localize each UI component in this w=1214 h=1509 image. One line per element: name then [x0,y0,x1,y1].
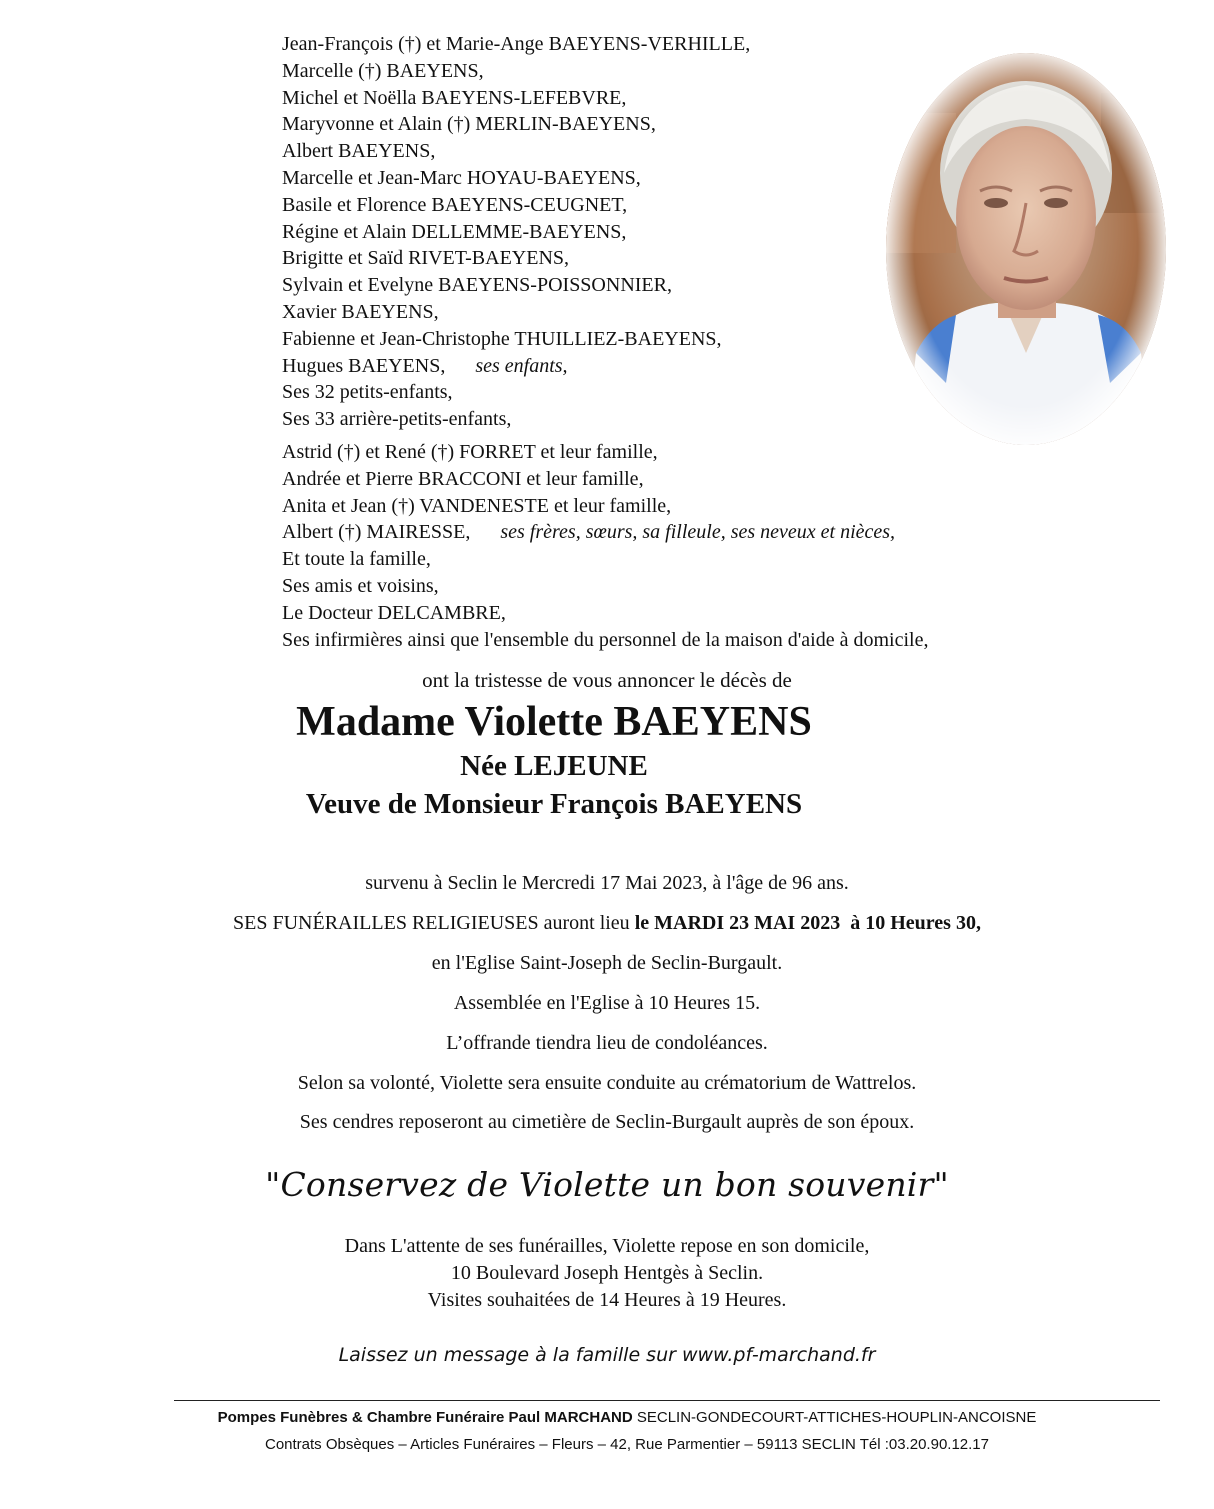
family-line [282,466,1182,493]
memorial-quote: "Conservez de Violette un bon souvenir" [265,1165,949,1204]
relation-note: ses enfants, [475,354,568,377]
deceased-name: Madame Violette BAEYENS [296,699,812,745]
relatives-list [282,439,1182,653]
family-line [282,31,1182,58]
visit-line-3: Visites souhaitées de 14 Heures à 19 Heures. [427,1289,787,1311]
assembly-line: Assemblée en l'Eglise à 10 Heures 15. [453,992,761,1014]
family-member: Marcelle et Jean-Marc HOYAU-BAEYENS, [282,166,641,189]
family-member: Marcelle (†) BAEYENS, [282,59,484,82]
family-member: Ses infirmières ainsi que l'ensemble du personnel de la maison d'aide à domicile, [282,628,929,651]
family-member: Sylvain et Evelyne BAEYENS-POISSONNIER, [282,274,672,297]
family-member: Hugues BAEYENS, [282,354,446,377]
footer-services: Contrats Obsèques – Articles Funéraires – Fleurs – 42, Rue Parmentier – 59113 SECLIN Tél :03.20.90.12.17 [264,1436,989,1453]
family-member: Régine et Alain DELLEMME-BAEYENS, [282,220,627,243]
family-member: Basile et Florence BAEYENS-CEUGNET, [282,193,628,216]
family-member: Jean-François (†) et Marie-Ange BAEYENS-VERHILLE, [282,33,751,55]
crematorium-line: Selon sa volonté, Violette sera ensuite conduite au crématorium de Wattrelos. [297,1072,917,1094]
family-member: Xavier BAEYENS, [282,300,439,323]
family-member: Ses 33 arrière-petits-enfants, [282,408,512,431]
church-line: en l'Eglise Saint-Joseph de Seclin-Burgault. [431,952,783,974]
family-member: Anita et Jean (†) VANDENESTE et leur famille, [282,494,672,517]
portrait-photo [886,53,1166,445]
footer-divider [174,1400,1160,1401]
family-line [282,519,1182,546]
funeral-datetime: le MARDI 23 MAI 2023 à 10 Heures 30, [634,912,981,934]
family-member: Ses 32 petits-enfants, [282,381,453,404]
funeral-prefix: SES FUNÉRAILLES RELIGIEUSES auront lieu [233,912,635,934]
death-line: survenu à Seclin le Mercredi 17 Mai 2023, à l'âge de 96 ans. [365,872,849,894]
family-line [282,600,1182,627]
family-member: Albert (†) MAIRESSE, [282,521,471,544]
footer-locations: SECLIN-GONDECOURT-ATTICHES-HOUPLIN-ANCOISNE [632,1409,1037,1426]
family-member: Michel et Noëlla BAEYENS-LEFEBVRE, [282,86,627,109]
family-member: Albert BAEYENS, [282,140,436,163]
visit-line-2: 10 Boulevard Joseph Hentgès à Seclin. [450,1262,764,1284]
family-member: Fabienne et Jean-Christophe THUILLIEZ-BAEYENS, [282,327,722,350]
family-member: Maryvonne et Alain (†) MERLIN-BAEYENS, [282,113,656,136]
maiden-name: Née LEJEUNE [460,750,648,782]
family-line [282,627,1182,654]
family-member: Ses amis et voisins, [282,574,439,597]
funeral-line [0,912,1214,935]
offering-line: L’offrande tiendra lieu de condoléances. [446,1032,768,1054]
visit-line-1: Dans L'attente de ses funérailles, Violette repose en son domicile, [344,1235,870,1257]
family-line [282,546,1182,573]
relation-note: ses frères, sœurs, sa filleule, ses neveux et nièces, [500,521,896,544]
family-member: Le Docteur DELCAMBRE, [282,601,506,624]
family-line [282,439,1182,466]
family-member: Andrée et Pierre BRACCONI et leur famille, [282,467,644,490]
footer-company: Pompes Funèbres & Chambre Funéraire Paul MARCHAND [217,1409,633,1426]
family-member: Brigitte et Saïd RIVET-BAEYENS, [282,247,570,270]
family-line [282,573,1182,600]
ashes-line: Ses cendres reposeront au cimetière de Seclin-Burgault auprès de son époux. [299,1111,915,1133]
announcement-text: ont la tristesse de vous annoncer le décès de [422,668,792,692]
message-link[interactable]: Laissez un message à la famille sur www.pf-marchand.fr [338,1344,876,1366]
widow-line: Veuve de Monsieur François BAEYENS [305,788,803,820]
family-line [282,493,1182,520]
family-member: Astrid (†) et René (†) FORRET et leur famille, [282,440,658,463]
footer-company-line [20,1409,1214,1426]
family-member: Et toute la famille, [282,548,431,571]
